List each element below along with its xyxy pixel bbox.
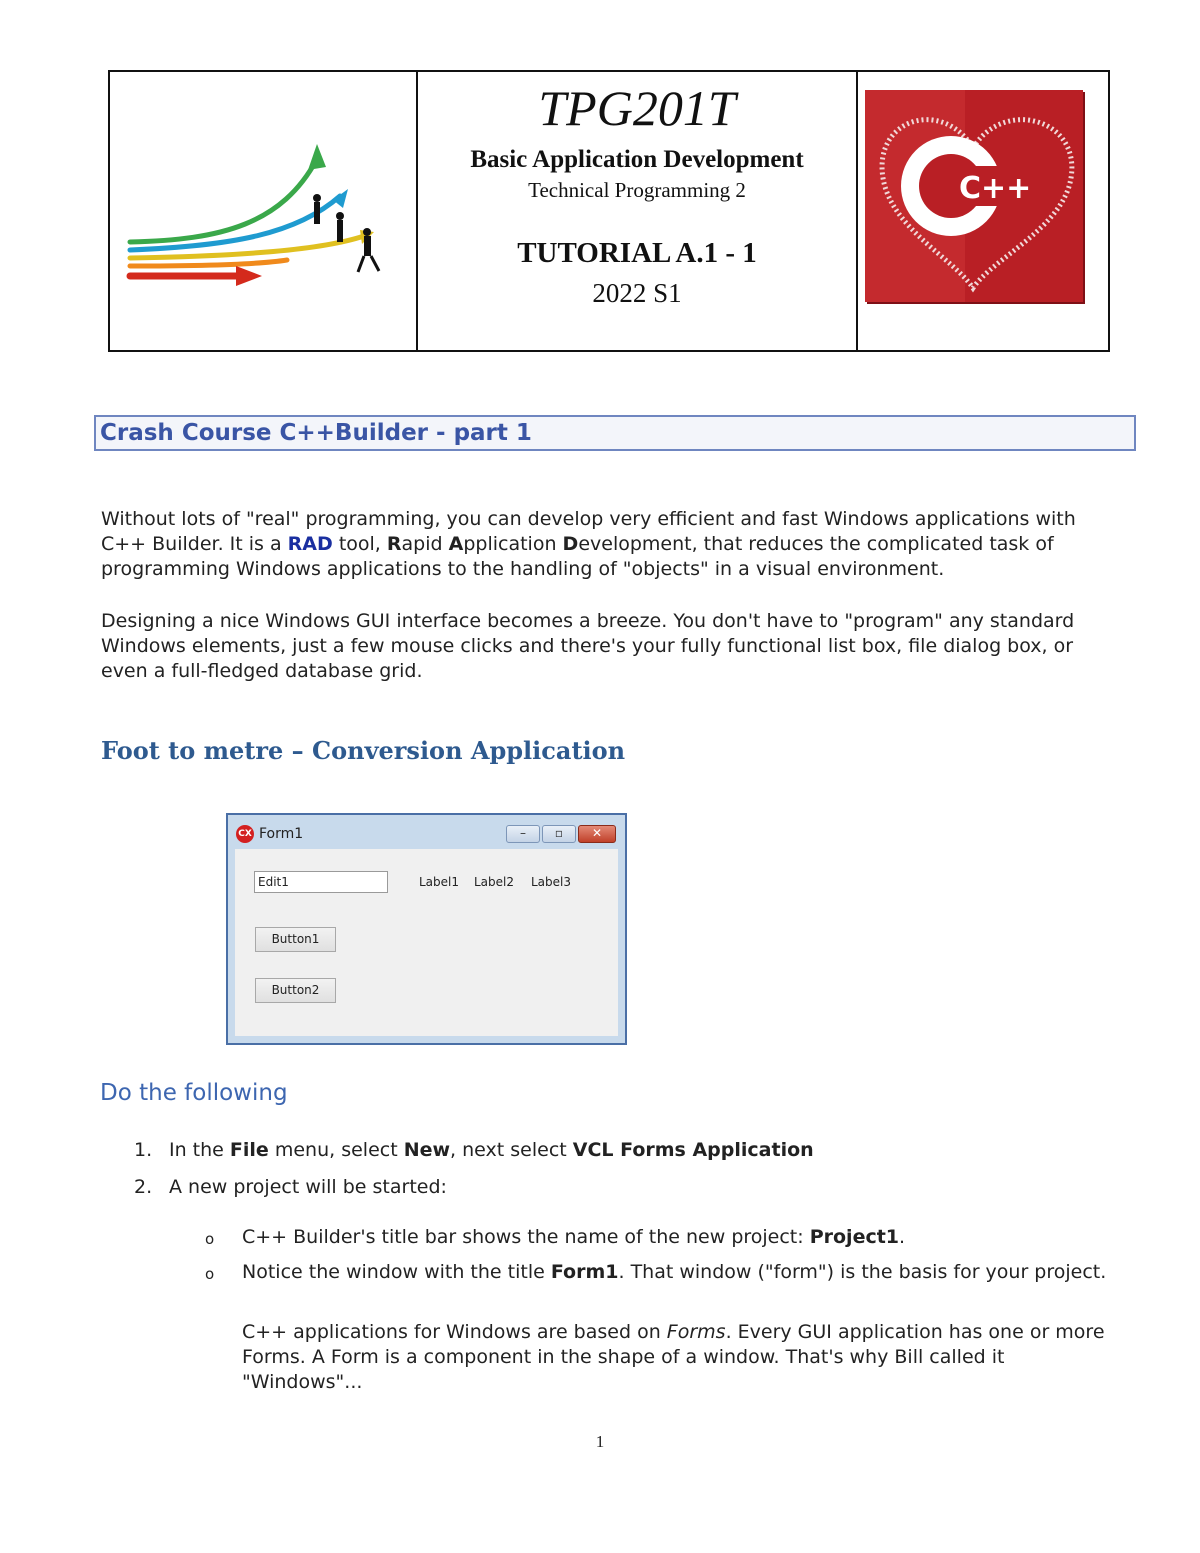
- tutorial-year: 2022 S1: [592, 278, 682, 308]
- header-logo-cell: [858, 72, 1108, 350]
- header-title-cell: [418, 72, 858, 350]
- page-number: 1: [595, 1432, 605, 1451]
- edit1-input[interactable]: Edit1: [254, 871, 388, 893]
- cbuilder-app-icon: CX: [236, 825, 254, 843]
- project1-term: Project1: [809, 1226, 900, 1248]
- section-title: Crash Course C++Builder - part 1: [94, 415, 1136, 451]
- intro-paragraph-1: [101, 507, 1121, 582]
- sub-bullet-text-end: .: [899, 1226, 906, 1248]
- button1[interactable]: Button1: [255, 927, 336, 952]
- step-text-pre: In the: [169, 1139, 230, 1161]
- sub-bullet-text-end: . That window ("form") is the basis for your project.: [618, 1261, 1107, 1283]
- course-code: TPG201T: [538, 80, 736, 136]
- course-name: Basic Application Development: [470, 146, 804, 173]
- sub-bullet-text: [242, 1225, 1112, 1250]
- step-number: 2.: [134, 1176, 153, 1198]
- step-text-mid1: menu, select: [268, 1139, 404, 1161]
- rad-letter-a: A: [448, 533, 464, 555]
- intro-paragraph-2: Designing a nice Windows GUI interface becomes a breeze. You don't have to "program" any standard Windows elements, just a few mouse clicks and there's your fully functional list box, file dialog box, or even a full-fledged database grid.: [101, 610, 1075, 682]
- step-text: [169, 1139, 814, 1161]
- logo-text: C++: [959, 171, 1032, 206]
- maximize-button[interactable]: ▫: [542, 825, 576, 843]
- intro-text-a: Without lots of "real" programming, you can develop very efficient and fast Windows applications with C++ Builder. It is a: [101, 508, 1076, 555]
- file-menu-term: File: [229, 1139, 269, 1161]
- label3: Label3: [531, 875, 572, 889]
- sub-bullet-text-a: C++ Builder's title bar shows the name of the new project:: [242, 1226, 810, 1248]
- form1-window-screenshot: [226, 813, 627, 1045]
- sub-bullet-text: [242, 1260, 1112, 1285]
- form1-term: Form1: [550, 1261, 619, 1283]
- rad-term: RAD: [287, 533, 333, 555]
- cpp-logo: [863, 88, 1093, 308]
- label2: Label2: [474, 875, 515, 889]
- header-table: [108, 70, 1110, 352]
- intro-text-b: tool,: [332, 533, 387, 555]
- course-subtitle: Technical Programming 2: [528, 178, 746, 202]
- button2[interactable]: Button2: [255, 978, 336, 1003]
- sub-bullet-paragraph: [242, 1320, 1112, 1395]
- forms-term: Forms: [666, 1321, 726, 1343]
- form-client-area: [235, 849, 618, 1036]
- step-number: 1.: [134, 1139, 153, 1161]
- do-following-heading: Do the following: [100, 1080, 288, 1106]
- rad-letter-d: D: [562, 533, 579, 555]
- forms-text-a: C++ applications for Windows are based on: [242, 1321, 667, 1343]
- rad-letter-r: R: [386, 533, 402, 555]
- growth-arrows-illustration: [112, 74, 412, 344]
- label1: Label1: [419, 875, 460, 889]
- header-illustration-cell: [110, 72, 418, 350]
- form-titlebar: [228, 815, 625, 849]
- step-text-mid2: , next select: [450, 1139, 573, 1161]
- minimize-button[interactable]: –: [506, 825, 540, 843]
- vcl-forms-term: VCL Forms Application: [572, 1139, 814, 1161]
- step-text: A new project will be started:: [169, 1176, 447, 1198]
- intro-text-c: evelopment, that reduces the complicated task of programming Windows applications to the handling of "objects" in a visual environment.: [101, 533, 1054, 580]
- forms-text-end: . Every GUI application has one or more Forms. A Form is a component in the shape of a window. That's why Bill called it "Windows"...: [242, 1321, 1105, 1393]
- intro-text-pplication: pplication: [463, 533, 563, 555]
- bullet-marker: o: [205, 1265, 215, 1283]
- new-term: New: [403, 1139, 451, 1161]
- tutorial-title: TUTORIAL A.1 - 1: [517, 237, 757, 269]
- close-button[interactable]: ✕: [578, 825, 616, 843]
- intro-text-apid: apid: [401, 533, 449, 555]
- app-heading: Foot to metre – Conversion Application: [101, 736, 626, 765]
- form-title: Form1: [259, 826, 304, 842]
- bullet-marker: o: [205, 1230, 215, 1248]
- sub-bullet-text-a: Notice the window with the title: [242, 1261, 551, 1283]
